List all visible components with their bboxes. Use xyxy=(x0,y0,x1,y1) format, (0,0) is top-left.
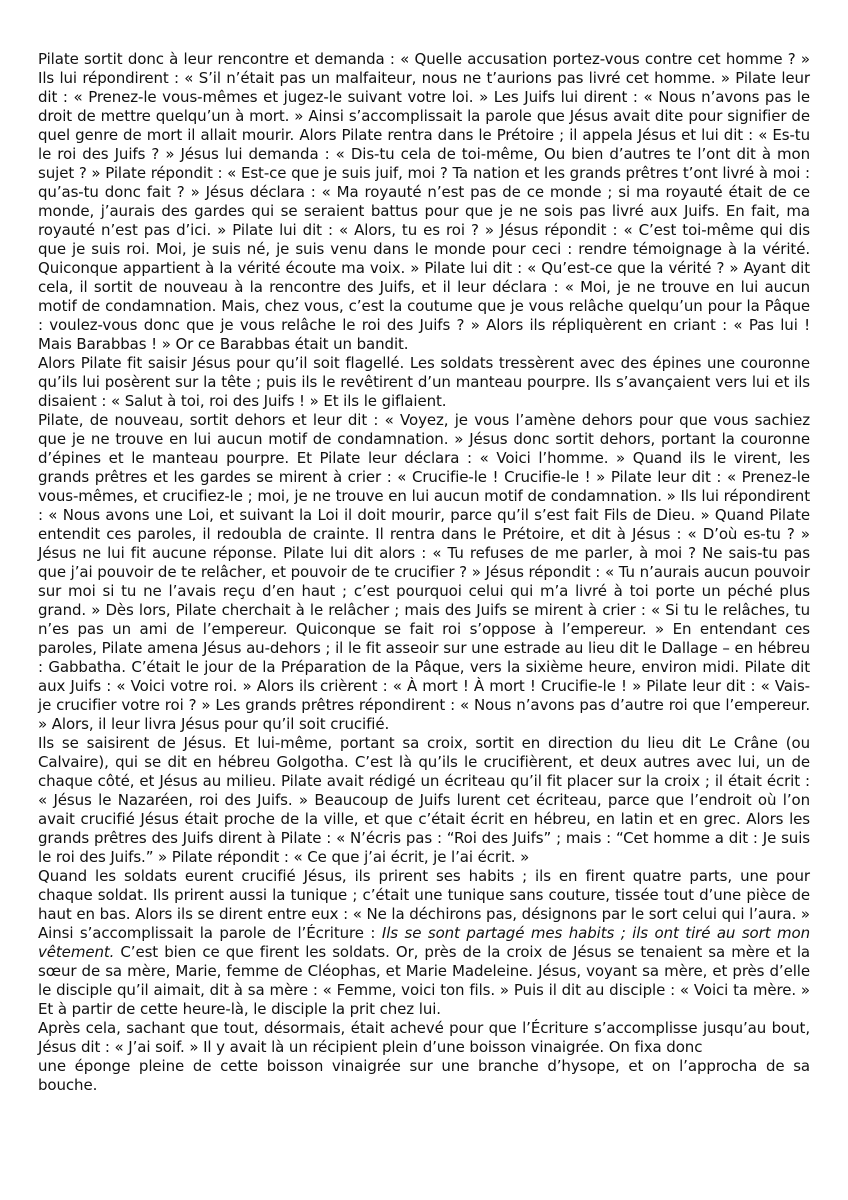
paragraph-jai-soif: Après cela, sachant que tout, désormais, était achevé pour que l’Écriture s’accomplisse jusqu’au bout, Jésus dit : « J’ai soif. » Il y avait là un récipient plein d’une boisson vinaigrée. On fixa donc xyxy=(38,1019,810,1056)
text-body xyxy=(38,50,810,1094)
paragraph-partage-habits xyxy=(38,867,810,1019)
paragraph-flagellation: Alors Pilate fit saisir Jésus pour qu’il soit flagellé. Les soldats tressèrent avec des épines une couronne qu’ils lui posèrent sur la tête ; puis ils le revêtirent d’un manteau pourpre. Ils s’avançaient vers lui et ils disaient : « Salut à toi, roi des Juifs ! » Et ils le giflaient. xyxy=(38,354,810,410)
paragraph-ecce-homo: Pilate, de nouveau, sortit dehors et leur dit : « Voyez, je vous l’amène dehors pour que vous sachiez que je ne trouve en lui aucun motif de condamnation. » Jésus donc sortit dehors, portant la couronne d’épines et le manteau pourpre. Et Pilate leur déclara : « Voici l’homme. » Quand ils le virent, les grands prêtres et les gardes se mirent à crier : « Crucifie-le ! Crucifie-le ! » Pilate leur dit : « Prenez-le vous-mêmes, et crucifiez-le ; moi, je ne trouve en lui aucun motif de condamnation. » Ils lui répondirent : « Nous avons une Loi, et suivant la Loi il doit mourir, parce qu’il s’est fait Fils de Dieu. » Quand Pilate entendit ces paroles, il redoubla de crainte. Il rentra dans le Prétoire, et dit à Jésus : « D’où es-tu ? » Jésus ne lui fit aucune réponse. Pilate lui dit alors : « Tu refuses de me parler, à moi ? Ne sais-tu pas que j’ai pouvoir de te relâcher, et pouvoir de te crucifier ? » Jésus répondit : « Tu n’aurais aucun pouvoir sur moi si tu ne l’avais reçu d’en haut ; c’est pourquoi celui qui m’a livré à toi porte un péché plus grand. » Dès lors, Pilate cherchait à le relâcher ; mais des Juifs se mirent à crier : « Si tu le relâches, tu n’es pas un ami de l’empereur. Quiconque se fait roi s’oppose à l’empereur. » En entendant ces paroles, Pilate amena Jésus au-dehors ; il le fit asseoir sur une estrade au lieu dit le Dallage – en hébreu : Gabbatha. C’était le jour de la Préparation de la Pâque, vers la sixième heure, environ midi. Pilate dit aux Juifs : « Voici votre roi. » Alors ils crièrent : « À mort ! À mort ! Crucifie-le ! » Pilate leur dit : « Vais-je crucifier votre roi ? » Les grands prêtres répondirent : « Nous n’avons pas d’autre roi que l’empereur. » Alors, il leur livra Jésus pour qu’il soit crucifié. xyxy=(38,411,810,733)
paragraph-partage-habits-text: Quand les soldats eurent crucifié Jésus, ils prirent ses habits ; ils en firent quatre parts, une pour chaque soldat. Ils prirent aussi la tunique ; c’était une tunique sans couture, tissée tout d’une pièce de haut en bas. Alors ils se dirent entre eux : « Ne la déchirons pas, désignons par le sort celui qui l’aura. » Ainsi s’accomplissait la parole de l’Écriture : xyxy=(38,867,810,942)
paragraph-pilate-interrogation: Pilate sortit donc à leur rencontre et demanda : « Quelle accusation portez-vous contre cet homme ? » Ils lui répondirent : « S’il n’était pas un malfaiteur, nous ne t’aurions pas livré cet homme. » Pilate leur dit : « Prenez-le vous-mêmes et jugez-le suivant votre loi. » Les Juifs lui dirent : « Nous n’avons pas le droit de mettre quelqu’un à mort. » Ainsi s’accomplissait la parole que Jésus avait dite pour signifier de quel genre de mort il allait mourir. Alors Pilate rentra dans le Prétoire ; il appela Jésus et lui dit : « Es-tu le roi des Juifs ? » Jésus lui demanda : « Dis-tu cela de toi-même, Ou bien d’autres te l’ont dit à mon sujet ? » Pilate répondit : « Est-ce que je suis juif, moi ? Ta nation et les grands prêtres t’ont livré à moi : qu’as-tu donc fait ? » Jésus déclara : « Ma royauté n’est pas de ce monde ; si ma royauté était de ce monde, j’aurais des gardes qui se seraient battus pour que je ne sois pas livré aux Juifs. En fait, ma royauté n’est pas d’ici. » Pilate lui dit : « Alors, tu es roi ? » Jésus répondit : « C’est toi-même qui dis que je suis roi. Moi, je suis né, je suis venu dans le monde pour ceci : rendre témoignage à la vérité. Quiconque appartient à la vérité écoute ma voix. » Pilate lui dit : « Qu’est-ce que la vérité ? » Ayant dit cela, il sortit de nouveau à la rencontre des Juifs, et il leur déclara : « Moi, je ne trouve en lui aucun motif de condamnation. Mais, chez vous, c’est la coutume que je vous relâche quelqu’un pour la Pâque : voulez-vous donc que je vous relâche le roi des Juifs ? » Alors ils répliquèrent en criant : « Pas lui ! Mais Barabbas ! » Or ce Barabbas était un bandit. xyxy=(38,50,810,353)
clipped-last-line: une éponge pleine de cette boisson vinaigrée sur une branche d’hysope, et on l’approcha de sa bouche. xyxy=(38,1057,810,1094)
scripture-quote-italic: Ils se sont partagé mes habits ; ils ont tiré au sort mon vêtement. xyxy=(38,924,810,961)
paragraph-partage-habits-suite: C’est bien ce que firent les soldats. Or, près de la croix de Jésus se tenaient sa mère et la sœur de sa mère, Marie, femme de Cléophas, et Marie Madeleine. Jésus, voyant sa mère, et près d’elle le disciple qu’il aimait, dit à sa mère : « Femme, voici ton fils. » Puis il dit au disciple : « Voici ta mère. » Et à partir de cette heure-là, le disciple la prit chez lui. xyxy=(38,943,810,1018)
paragraph-crucifixion-ecriteau: Ils se saisirent de Jésus. Et lui-même, portant sa croix, sortit en direction du lieu dit Le Crâne (ou Calvaire), qui se dit en hébreu Golgotha. C’est là qu’ils le crucifièrent, et deux autres avec lui, un de chaque côté, et Jésus au milieu. Pilate avait rédigé un écriteau qu’il fit placer sur la croix ; il était écrit : « Jésus le Nazaréen, roi des Juifs. » Beaucoup de Juifs lurent cet écriteau, parce que l’endroit où l’on avait crucifié Jésus était proche de la ville, et que c’était écrit en hébreu, en latin et en grec. Alors les grands prêtres des Juifs dirent à Pilate : « N’écris pas : “Roi des Juifs” ; mais : “Cet homme a dit : Je suis le roi des Juifs.” » Pilate répondit : « Ce que j’ai écrit, je l’ai écrit. » xyxy=(38,734,810,866)
